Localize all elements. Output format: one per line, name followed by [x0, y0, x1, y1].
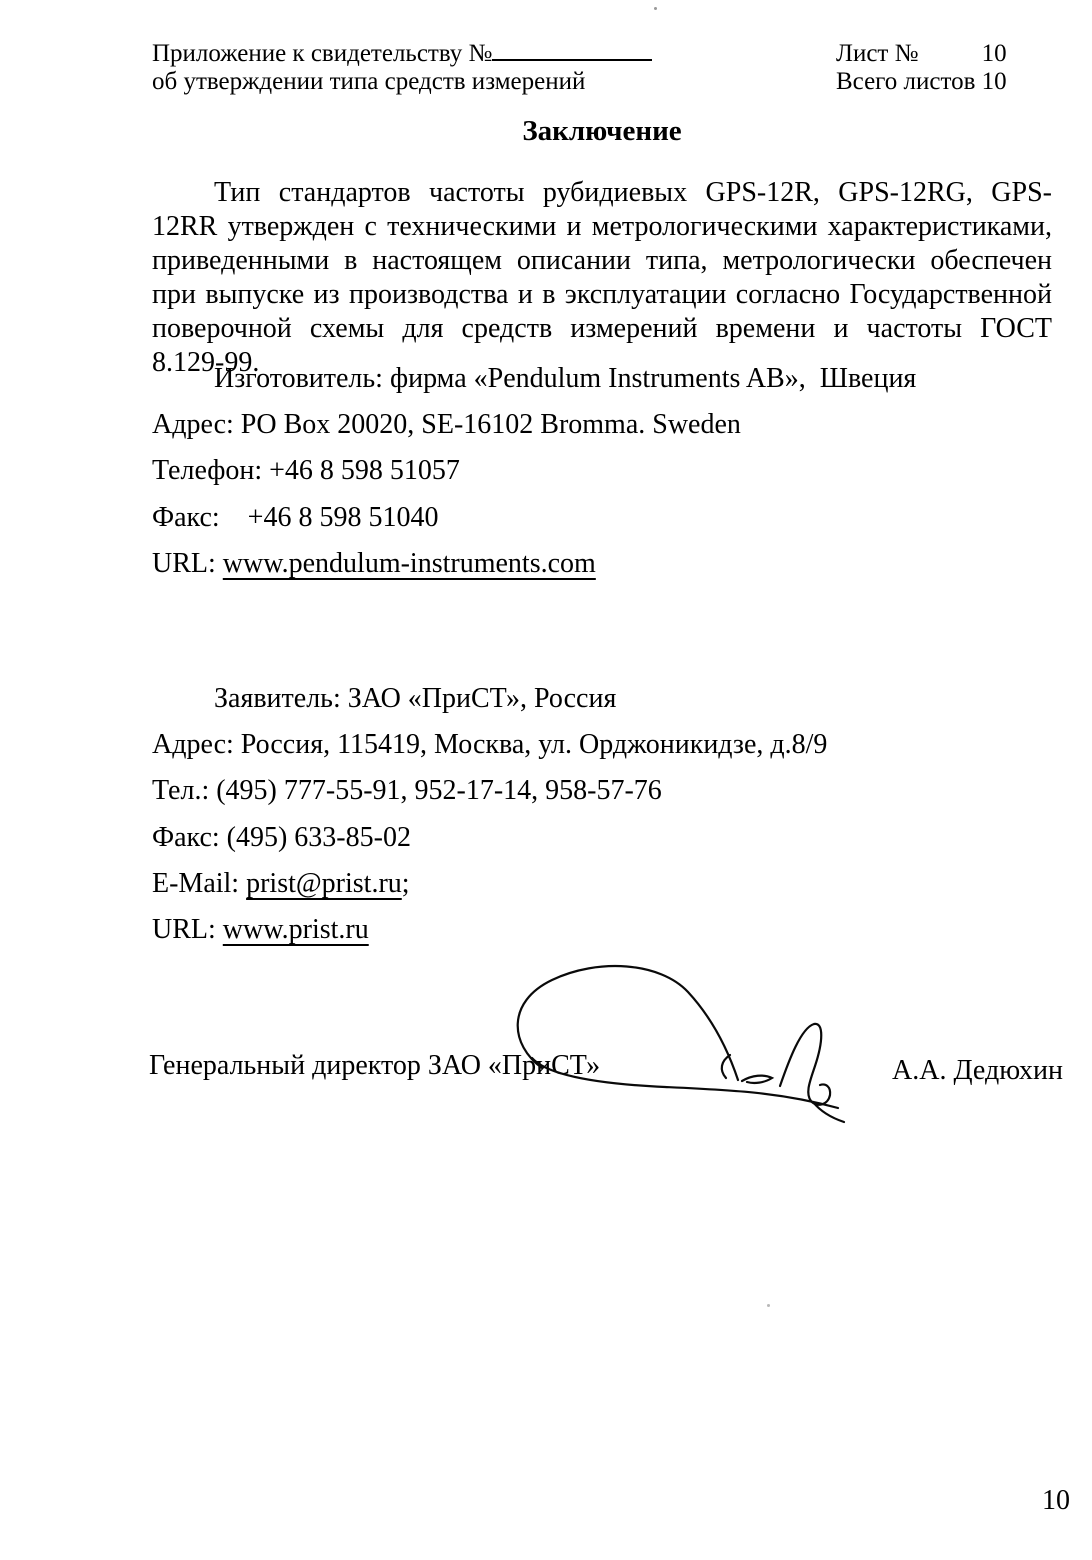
applicant-address: Адрес: Россия, 115419, Москва, ул. Орджоникидзе, д.8/9 [152, 729, 828, 760]
total-sheets-row: Всего листов 10 [836, 68, 1007, 95]
scan-speck [654, 7, 657, 10]
sheet-label: Лист № [836, 40, 919, 67]
applicant-email-suffix: ; [401, 868, 410, 899]
applicant-url-label: URL: [152, 914, 223, 945]
scan-speck [767, 1304, 770, 1307]
director-name: А.А. Дедюхин [892, 1055, 1063, 1086]
header-certificate-label: Приложение к свидетельству № [152, 40, 493, 67]
manufacturer-fax: Факс: +46 8 598 51040 [152, 502, 439, 533]
certificate-number-blank [492, 59, 652, 61]
sheet-number-row [836, 40, 1007, 68]
applicant-phone: Тел.: (495) 777-55-91, 952-17-14, 958-57-76 [152, 775, 662, 806]
manufacturer-url-label: URL: [152, 548, 223, 579]
applicant-url: www.prist.ru [222, 914, 369, 945]
header-type-approval-line: об утверждении типа средств измерений [152, 68, 586, 95]
applicant-intro: Заявитель: ЗАО «ПриСТ», Россия [214, 683, 617, 714]
manufacturer-url: www.pendulum-instruments.com [222, 548, 596, 579]
page-number: 10 [1042, 1485, 1070, 1516]
applicant-email-line [152, 867, 410, 901]
document-title: Заключение [522, 115, 682, 147]
handwritten-signature [480, 950, 900, 1135]
applicant-email: prist@prist.ru [246, 868, 402, 899]
manufacturer-url-line [152, 547, 596, 581]
applicant-fax: Факс: (495) 633-85-02 [152, 822, 411, 853]
applicant-email-label: E-Mail: [152, 868, 247, 899]
conclusion-paragraph: Тип стандартов частоты рубидиевых GPS-12R, GPS-12RG, GPS-12RR утвержден с техническими и метрологическими характеристиками, приведенными в настоящем описании типа, метрологически обеспечен при выпуске из производства и в эксплуатации согласно Государственной поверочной схемы для средств измерений времени и частоты ГОСТ 8.129-99. [152, 177, 1052, 378]
applicant-url-line [152, 913, 369, 947]
header-certificate-line [152, 40, 712, 68]
header-right [836, 40, 1007, 96]
header-left [152, 40, 712, 96]
manufacturer-phone: Телефон: +46 8 598 51057 [152, 455, 460, 486]
director-position-label: Генеральный директор ЗАО «ПриСТ» [149, 1050, 601, 1081]
manufacturer-intro: Изготовитель: фирма «Pendulum Instruments AB», Швеция [214, 363, 917, 394]
manufacturer-address: Адрес: PO Box 20020, SE-16102 Bromma. Sweden [152, 409, 741, 440]
sheet-number: 10 [981, 40, 1007, 67]
